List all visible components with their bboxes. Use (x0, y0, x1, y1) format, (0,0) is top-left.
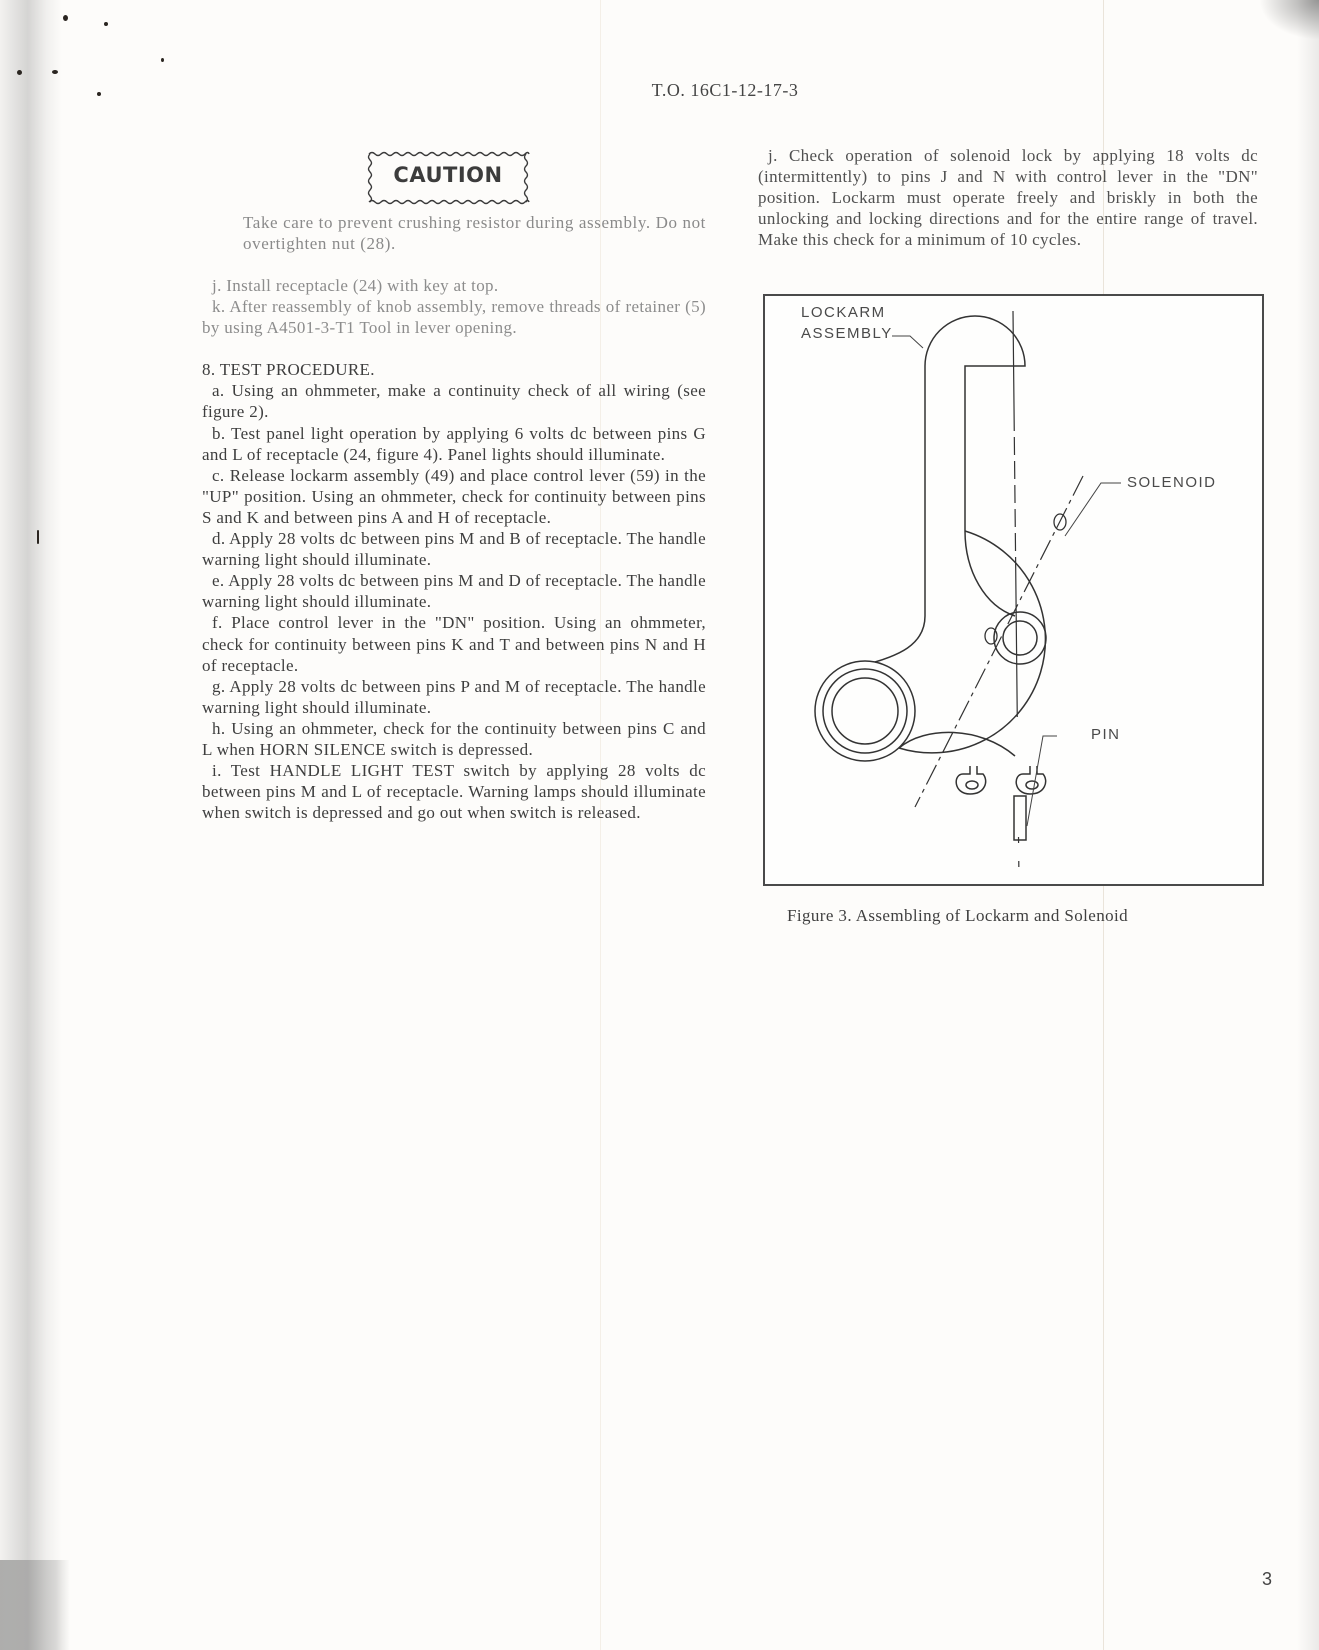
scan-speck (161, 58, 164, 62)
scan-speck (104, 22, 108, 26)
scan-speck (37, 530, 39, 544)
figure-caption: Figure 3. Assembling of Lockarm and Solenoid (787, 906, 1129, 925)
step-text: Test panel light operation by applying 6 volts dc between pins G and L of receptacle (24, figure 4). Panel lights should illuminate. (202, 423, 707, 464)
section-title: TEST PROCEDURE. (219, 360, 375, 380)
step-letter: j. (212, 276, 222, 295)
label-pin: PIN (1091, 726, 1121, 743)
step-text: Apply 28 volts dc between pins M and D of receptacle. The handle warning light should illuminate. (202, 571, 706, 612)
step-text: Place control lever in the "DN" position. Using an ohmmeter, check for continuity between pins K and T and between pins N and H of receptacle. (202, 613, 706, 675)
test-step (202, 760, 706, 823)
test-step (202, 676, 706, 718)
scan-speck (97, 92, 101, 96)
caution-box (366, 150, 530, 206)
test-step (202, 423, 706, 465)
scan-edge-shadow-bottom (0, 1560, 70, 1650)
section-number: 8. (202, 360, 216, 380)
scan-speck (63, 15, 68, 21)
scan-speck (52, 70, 58, 74)
label-lockarm: LOCKARM (801, 304, 886, 321)
test-step (202, 528, 706, 570)
step-letter: e. (212, 571, 225, 591)
test-step (202, 612, 706, 675)
left-column (202, 275, 706, 823)
step-text: Apply 28 volts dc between pins M and B of receptacle. The handle warning light should illuminate. (202, 529, 706, 570)
step-letter: d. (212, 529, 226, 549)
step-letter: k. (212, 297, 226, 317)
step-letter: f. (212, 613, 223, 633)
step-text: Release lockarm assembly (49) and place control lever (59) in the "UP" position. Using an ohmmeter, check for continuity between pins S and K and between pins A and H of receptacle. (202, 465, 707, 527)
step-letter: a. (212, 381, 225, 401)
caution-text: Take care to prevent crushing resistor during assembly. Do not overtighten nut (28). (243, 213, 706, 253)
step-text: Apply 28 volts dc between pins P and M of receptacle. The handle warning light should illuminate. (202, 676, 706, 717)
lockarm-solenoid-diagram (765, 296, 1266, 888)
label-solenoid: SOLENOID (1127, 474, 1217, 491)
step-letter: j. (768, 146, 778, 165)
step-letter: g. (212, 676, 226, 696)
step-text: Test HANDLE LIGHT TEST switch by applying 28 volts dc between pins M and L of receptacle. Warning lamps should illuminate when switch is depressed and go out when switch is released. (202, 761, 706, 823)
test-step (202, 718, 706, 760)
page-number: 3 (1262, 1569, 1273, 1589)
step-text: Check operation of solenoid lock by applying 18 volts dc (intermittently) to pins J and N with control lever in the "DN" position. Lockarm must operate freely and briskly in both the unlocking and locking directions and for the entire range of travel. Make this check for a minimum of 10 cycles. (758, 146, 1258, 250)
right-column-step-j (758, 145, 1258, 250)
scan-edge-shadow-right (1297, 0, 1319, 1650)
step-j-install-receptacle (202, 275, 706, 296)
step-letter: h. (212, 718, 226, 738)
test-step (202, 380, 706, 422)
step-k-reassembly (202, 296, 706, 338)
step-text: Using an ohmmeter, make a continuity check of all wiring (see figure 2). (202, 381, 706, 422)
step-text: Using an ohmmeter, check for the continuity between pins C and L when HORN SILENCE switch is depressed. (202, 718, 706, 759)
scan-speck (17, 70, 22, 75)
step-letter: b. (212, 423, 226, 443)
scan-edge-shadow (0, 0, 62, 1650)
test-step (202, 570, 706, 612)
step-letter: i. (212, 761, 222, 781)
step-letter: c. (212, 465, 225, 485)
step-text: After reassembly of knob assembly, remove threads of retainer (5) by using A4501-3-T1 Tool in lever opening. (202, 297, 706, 338)
figure-3-lockarm-solenoid (763, 294, 1264, 886)
document-number: T.O. 16C1-12-17-3 (651, 80, 799, 100)
section-heading (202, 359, 706, 380)
caution-label: CAUTION (393, 163, 503, 187)
test-step (202, 465, 706, 528)
step-text: Install receptacle (24) with key at top. (226, 276, 499, 295)
label-assembly: ASSEMBLY (801, 325, 893, 342)
scan-corner-smudge (1259, 0, 1319, 40)
